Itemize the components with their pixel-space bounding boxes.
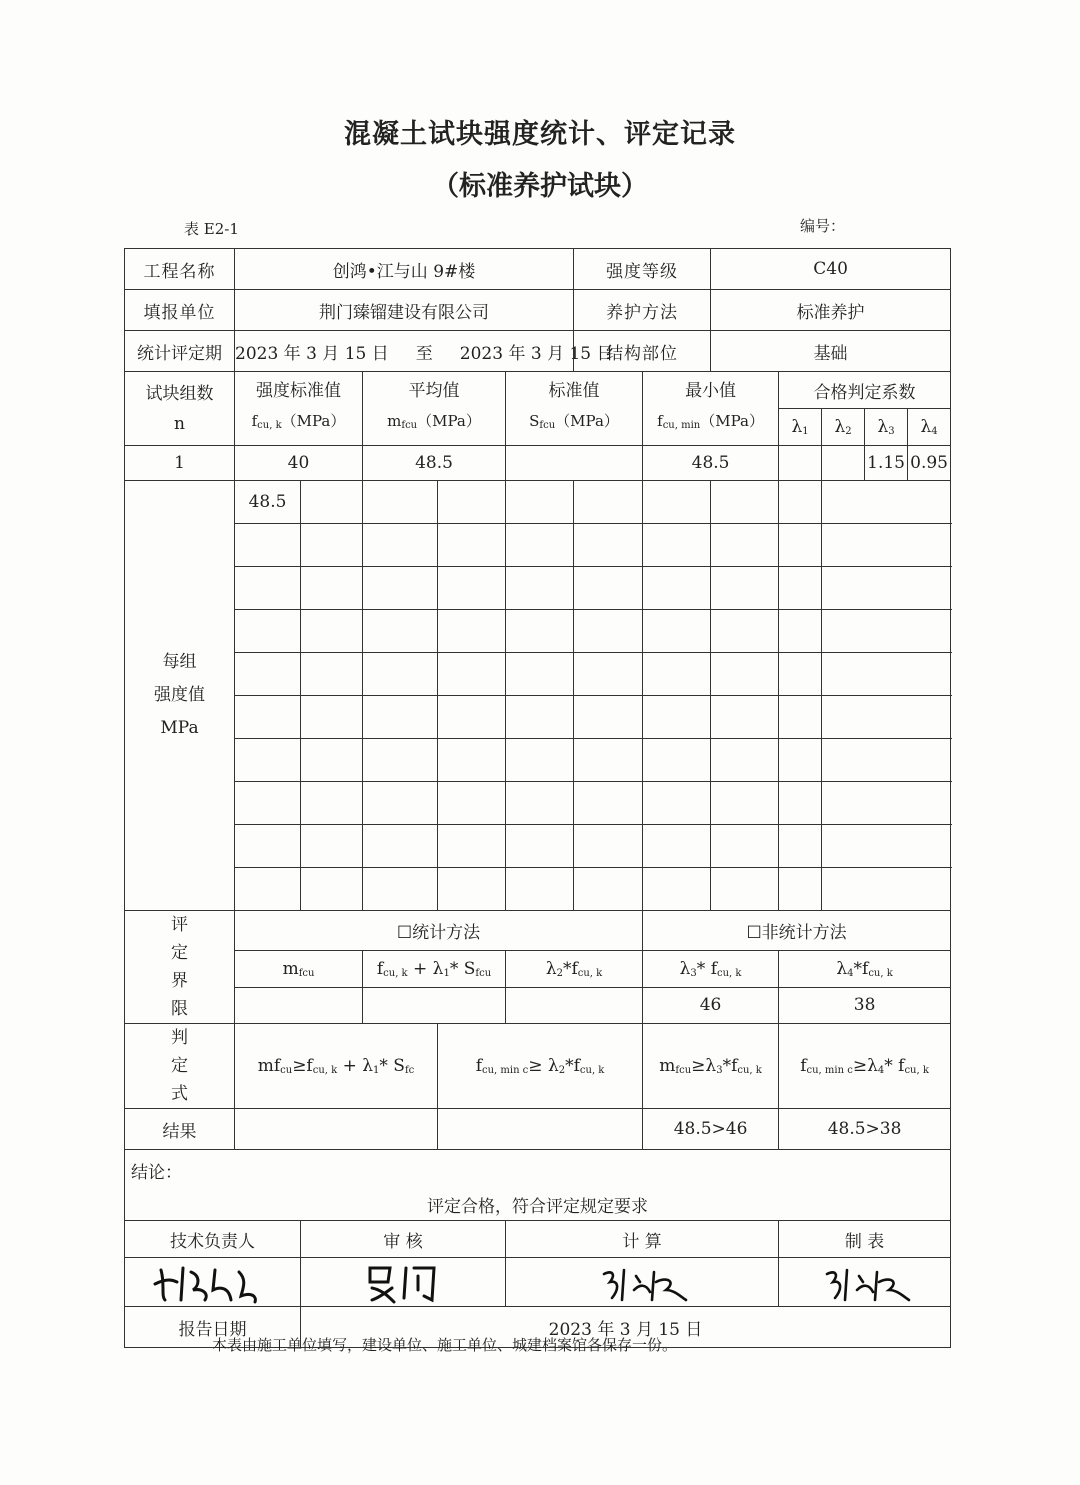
sd-value (506, 446, 643, 481)
serial-label: 编号： (800, 217, 846, 235)
n-value: 1 (125, 446, 235, 481)
footer-note: 本表由施工单位填写，建设单位、施工单位、城建档案馆各保存一份。 (212, 1336, 678, 1354)
strength-cell (235, 524, 301, 567)
limit-head-expr4: $\lambda_4*f_{cu, k}$ (779, 951, 951, 987)
strength-cell (822, 481, 951, 524)
curing-value: 标准养护 (711, 290, 951, 331)
result-3: 48.5>46 (643, 1109, 779, 1150)
limit-val-2 (363, 987, 506, 1023)
tab-signature (779, 1258, 951, 1307)
strength-cell (235, 782, 301, 825)
evaluation-table (124, 248, 951, 1348)
limit-head-expr3: $\lambda_3*$ $f_{cu, k}$ (643, 951, 779, 987)
date-value: 2023 年 3 月 15 日 (301, 1307, 951, 1348)
avg-header: 平均值 $m_{fcu}(MPa)$ (363, 372, 506, 446)
document-title: 混凝土试块强度统计、评定记录 (344, 119, 736, 150)
strength-cell (235, 567, 301, 610)
date-label: 报告日期 (125, 1307, 301, 1348)
strength-cell (301, 481, 363, 524)
std-value: 40 (235, 446, 363, 481)
period-to: 2023 年 3 月 15 日 (459, 343, 614, 364)
unit-label: 填报单位 (125, 290, 235, 331)
strength-cell (779, 481, 822, 524)
limit-val-5: 38 (779, 987, 951, 1023)
lambda4-header: $\lambda_4$ (908, 409, 951, 446)
review-label: 审 核 (301, 1221, 506, 1258)
n-header: 试块组数 n (125, 372, 235, 446)
result-4: 48.5>38 (779, 1109, 951, 1150)
limit-val-3 (506, 987, 643, 1023)
calc-label: 计 算 (506, 1221, 779, 1258)
stat-method-option: ☐统计方法 (235, 911, 643, 951)
judge-formula-2: $f_{cu, min c}\ge \lambda_2*f_{cu, k}$ (438, 1024, 643, 1109)
strength-cell (574, 481, 643, 524)
strength-cell (235, 739, 301, 782)
conclusion-cell (125, 1150, 951, 1221)
judge-formula-1: $mf_{cu}\ge f_{cu, k} + \lambda_1*$ $S_{fc}$ (235, 1024, 438, 1109)
limit-head-expr1: $f_{cu, k} + \lambda_1*$ $S_{fcu}$ (363, 951, 506, 987)
curing-label: 养护方法 (574, 290, 711, 331)
coef-header: 合格判定系数 (779, 372, 951, 409)
limit-val-1 (235, 987, 363, 1023)
period-from: 2023 年 3 月 15 日 (235, 343, 389, 364)
limit-head-mfcu: $m_{fcu}$ (235, 951, 363, 987)
period-label: 统计评定期 (125, 331, 235, 372)
judge-formula-3: $m_{fcu}\ge\lambda_3*f_{cu, k}$ (643, 1024, 779, 1109)
grade-value: C40 (711, 249, 951, 290)
project-value: 创鸿•江与山 9#楼 (235, 249, 574, 290)
result-2 (438, 1109, 643, 1150)
document-subtitle: （标准养护试块） (432, 171, 648, 202)
strength-cell (235, 868, 301, 911)
unit-value: 荆门臻镏建设有限公司 (235, 290, 574, 331)
tab-label: 制 表 (779, 1221, 951, 1258)
avg-value: 48.5 (363, 446, 506, 481)
judge-label: 判定式 (125, 1024, 235, 1109)
calc-signature (506, 1258, 779, 1307)
strength-cell (506, 481, 574, 524)
part-value: 基础 (711, 331, 951, 372)
project-label: 工程名称 (125, 249, 235, 290)
conclusion-text: 评定合格，符合评定规定要求 (427, 1197, 649, 1217)
period-value (235, 331, 614, 372)
strength-cell: 48.5 (235, 481, 301, 524)
sd-header: 标准值 $S_{fcu}(MPa)$ (506, 372, 643, 446)
lambda1-header: $\lambda_1$ (779, 409, 822, 446)
strength-cell (235, 825, 301, 868)
tech-signature (125, 1258, 301, 1307)
l1-value (779, 446, 822, 481)
strength-cell (363, 481, 438, 524)
min-header: 最小值 $f_{cu, min}(MPa)$ (643, 372, 779, 446)
lambda2-header: $\lambda_2$ (822, 409, 865, 446)
judge-formula-4: $f_{cu, min c}\ge\lambda_4*$ $f_{cu, k}$ (779, 1024, 951, 1109)
result-label: 结果 (125, 1109, 235, 1150)
nonstat-method-option: ☐非统计方法 (643, 911, 951, 951)
period-to-word: 至 (415, 343, 433, 364)
strength-label: 每组 强度值 MPa (125, 481, 235, 911)
l3-value: 1.15 (865, 446, 908, 481)
result-1 (235, 1109, 438, 1150)
std-header: 强度标准值 $f_{cu, k}(MPa)$ (235, 372, 363, 446)
limits-label: 评定界限 (125, 911, 235, 1024)
strength-cell (643, 481, 711, 524)
part-label: 结构部位 (574, 331, 711, 372)
lambda3-header: $\lambda_3$ (865, 409, 908, 446)
conclusion-label: 结论： (131, 1163, 182, 1183)
review-signature (301, 1258, 506, 1307)
strength-cell (438, 481, 506, 524)
strength-cell (235, 696, 301, 739)
form-number: 表 E2-1 (184, 220, 239, 238)
l4-value: 0.95 (908, 446, 951, 481)
limit-head-expr2: $\lambda_2*f_{cu, k}$ (506, 951, 643, 987)
strength-cell (235, 610, 301, 653)
strength-cell (235, 653, 301, 696)
l2-value (822, 446, 865, 481)
grade-label: 强度等级 (574, 249, 711, 290)
strength-cell (711, 481, 779, 524)
min-value: 48.5 (643, 446, 779, 481)
limit-val-4: 46 (643, 987, 779, 1023)
tech-label: 技术负责人 (125, 1221, 301, 1258)
